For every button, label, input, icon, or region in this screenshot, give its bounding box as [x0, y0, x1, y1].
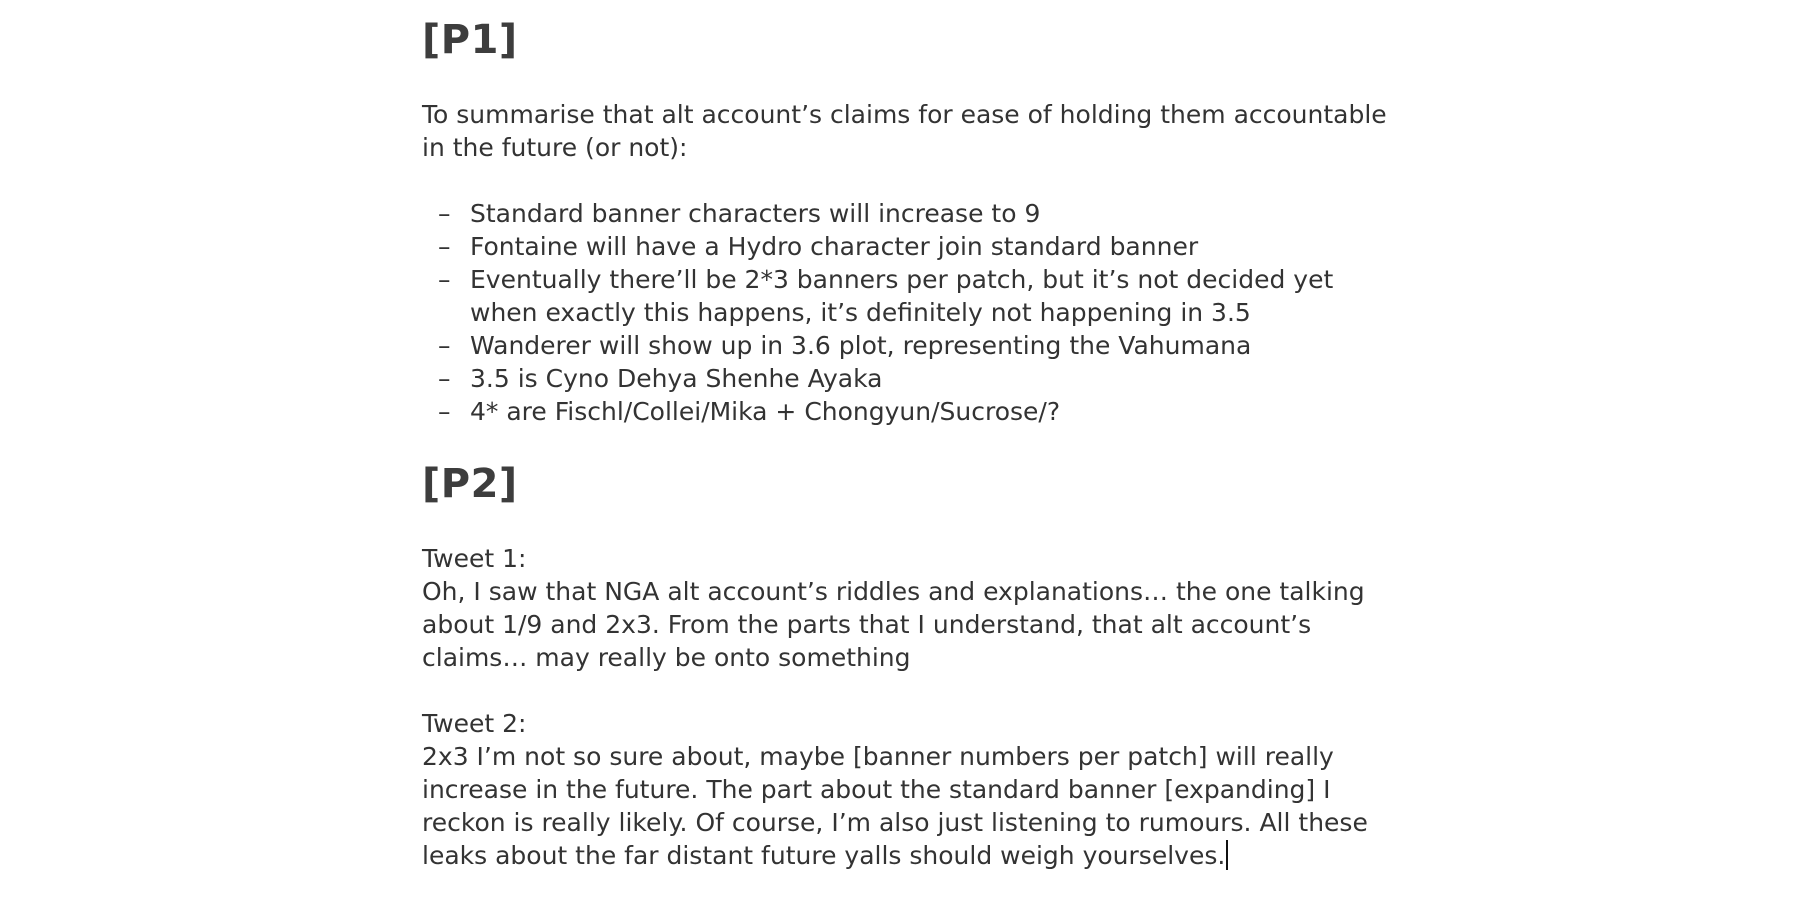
p1-intro-paragraph[interactable]: To summarise that alt account’s claims for ease of holding them accountable in the future (or not):: [422, 100, 1387, 162]
bullet-dash: –: [438, 199, 451, 228]
bullet-dash: –: [438, 232, 451, 261]
tweet1-label[interactable]: Tweet 1:: [422, 544, 527, 573]
tweet2-text: 2x3 I’m not so sure about, maybe [banner numbers per patch] will really increase in the future. The part about the standard banner [expanding] I reckon is really likely. Of course, I’m also just listening to rumours. All these leaks about the far distant future yalls should weigh yourselves.: [422, 742, 1368, 870]
list-item-text: Fontaine will have a Hydro character join standard banner: [470, 232, 1199, 261]
bullet-dash: –: [438, 364, 451, 393]
list-item-text: Eventually there’ll be 2*3 banners per patch, but it’s not decided yet when exactly this happens, it’s definitely not happening in 3.5: [470, 265, 1334, 327]
tweet2-paragraph[interactable]: [422, 740, 1402, 872]
list-item[interactable]: [422, 362, 1402, 395]
bullet-dash: –: [438, 397, 451, 426]
list-item[interactable]: [422, 329, 1402, 362]
section-heading-p2: [P2]: [422, 461, 518, 507]
list-item[interactable]: [422, 395, 1402, 428]
tweet2-label[interactable]: Tweet 2:: [422, 709, 527, 738]
list-item-text: Standard banner characters will increase to 9: [470, 199, 1041, 228]
claims-list: [422, 197, 1402, 428]
list-item[interactable]: [422, 263, 1402, 329]
section-heading-p1: [P1]: [422, 17, 518, 63]
tweet1-text[interactable]: Oh, I saw that NGA alt account’s riddles and explanations… the one talking about 1/9 and 2x3. From the parts that I understand, that alt account’s claims… may really be onto something: [422, 577, 1365, 672]
list-item-text: 4* are Fischl/Collei/Mika + Chongyun/Sucrose/?: [470, 397, 1061, 426]
list-item-text: 3.5 is Cyno Dehya Shenhe Ayaka: [470, 364, 883, 393]
bullet-dash: –: [438, 331, 451, 360]
text-cursor: [1226, 840, 1228, 870]
list-item-text: Wanderer will show up in 3.6 plot, representing the Vahumana: [470, 331, 1252, 360]
document-editor[interactable]: [422, 14, 1402, 872]
list-item[interactable]: [422, 197, 1402, 230]
list-item[interactable]: [422, 230, 1402, 263]
bullet-dash: –: [438, 265, 451, 294]
